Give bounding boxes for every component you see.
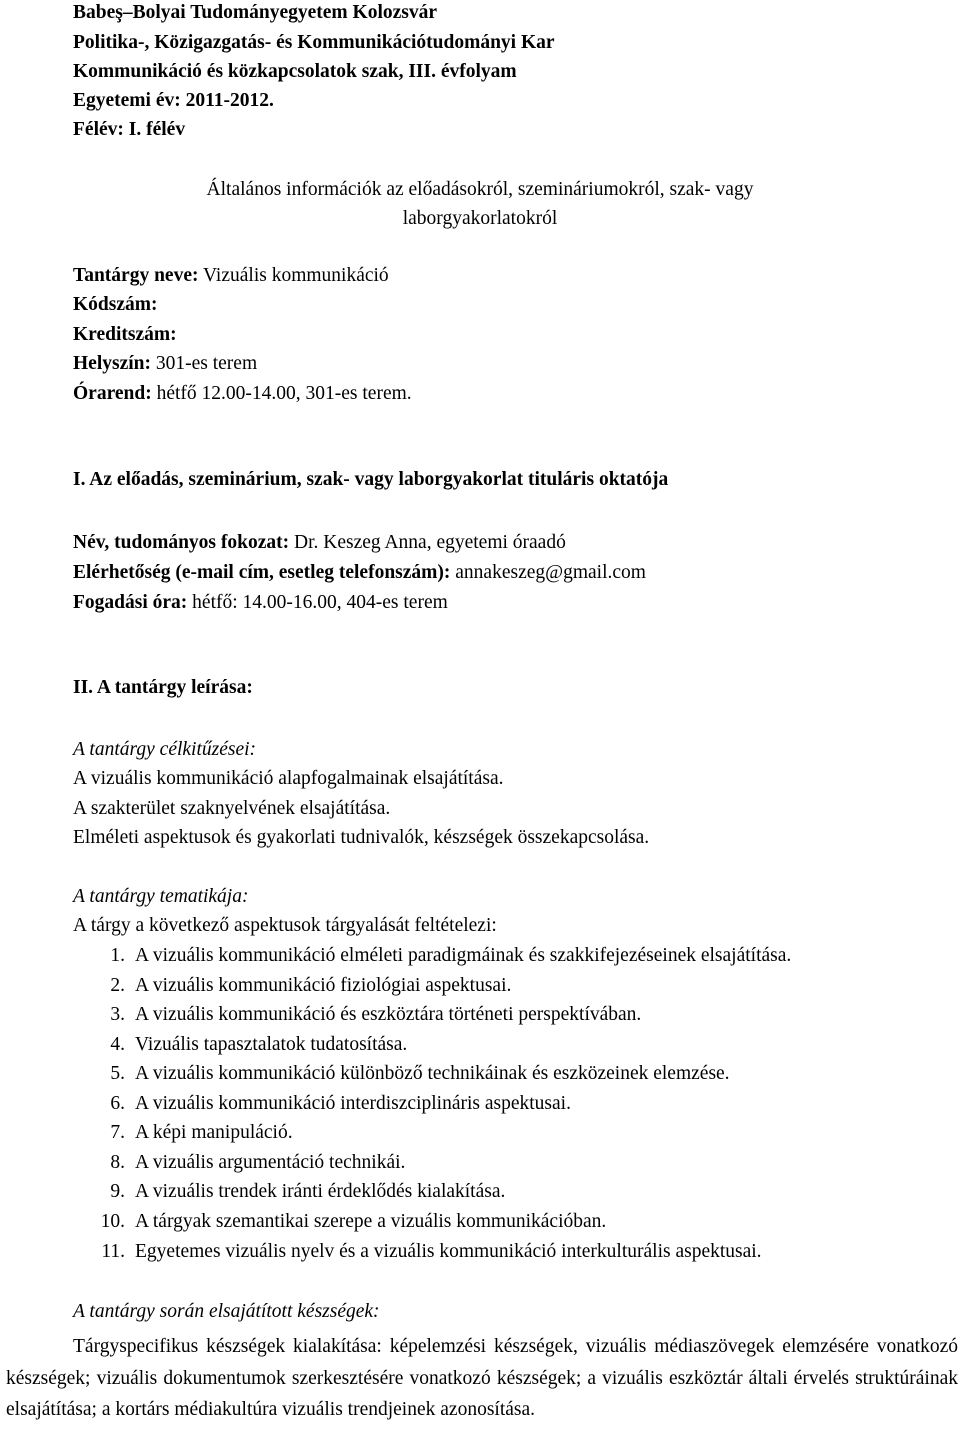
instructor-label: Név, tudományos fokozat: <box>73 532 290 553</box>
course-name-value: Vizuális kommunikáció <box>198 265 389 286</box>
university-name: Babeş–Bolyai Tudományegyetem Kolozsvár <box>73 2 438 23</box>
page-title-line1: Általános információk az előadásokról, szemináriumokról, szak- vagy <box>206 179 754 200</box>
goal-item: A vizuális kommunikáció alapfogalmainak elsajátítása. <box>73 768 504 789</box>
topic-item: 9. A vizuális trendek iránti érdeklődés kialakítása. <box>110 1181 506 1202</box>
course-name-label: Tantárgy neve: <box>73 265 199 286</box>
topic-item: 3. A vizuális kommunikáció és eszköztára történeti perspektívában. <box>110 1004 642 1025</box>
instructor-row <box>73 531 566 555</box>
topics-intro: A tárgy a következő aspektusok tárgyalását feltételezi: <box>73 915 497 936</box>
schedule-value: hétfő 12.00-14.00, 301-es terem. <box>151 383 412 404</box>
skills-paragraph <box>6 1331 958 1426</box>
academic-year: Egyetemi év: 2011-2012. <box>73 90 274 111</box>
topic-item: 6. A vizuális kommunikáció interdiszciplináris aspektusai. <box>110 1093 571 1114</box>
topic-item: 8. A vizuális argumentáció technikái. <box>110 1152 406 1173</box>
topic-item: 10. A tárgyak szemantikai szerepe a vizuális kommunikációban. <box>100 1211 607 1232</box>
section2-heading: II. A tantárgy leírása: <box>73 677 253 698</box>
office-hours-value: hétfő: 14.00-16.00, 404-es terem <box>187 592 448 613</box>
topic-item: 4. Vizuális tapasztalatok tudatosítása. <box>110 1034 408 1055</box>
contact-row <box>73 561 646 585</box>
course-name-row <box>73 264 389 288</box>
goal-item: Elméleti aspektusok és gyakorlati tudnivalók, készségek összekapcsolása. <box>73 827 650 848</box>
goal-item: A szakterület szaknyelvének elsajátítása. <box>73 798 391 819</box>
skills-title: A tantárgy során elsajátított készségek: <box>73 1301 380 1322</box>
location-value: 301-es terem <box>151 353 258 374</box>
office-hours-row <box>73 591 448 615</box>
topic-item: 7. A képi manipuláció. <box>110 1122 293 1143</box>
goals-title: A tantárgy célkitűzései: <box>73 739 257 760</box>
instructor-value: Dr. Keszeg Anna, egyetemi óraadó <box>289 532 566 553</box>
topic-item: 11. Egyetemes vizuális nyelv és a vizuális kommunikáció interkulturális aspektusai. <box>101 1241 762 1262</box>
topic-item: 1. A vizuális kommunikáció elméleti paradigmáinak és szakkifejezéseinek elsajátítása. <box>110 945 792 966</box>
course-code-label: Kódszám: <box>73 294 158 315</box>
topics-title: A tantárgy tematikája: <box>73 886 249 907</box>
contact-label: Elérhetőség (e-mail cím, esetleg telefonszám): <box>73 562 451 583</box>
topic-item: 5. A vizuális kommunikáció különböző technikáinak és eszközeinek elemzése. <box>110 1063 730 1084</box>
location-row <box>73 352 257 376</box>
section1-heading: I. Az előadás, szeminárium, szak- vagy laborgyakorlat tituláris oktatója <box>73 469 669 490</box>
program-name: Kommunikáció és közkapcsolatok szak, III. évfolyam <box>73 61 517 82</box>
semester: Félév: I. félév <box>73 119 186 140</box>
skills-text: Tárgyspecifikus készségek kialakítása: képelemzési készségek, vizuális médiaszövegek elemzésére vonatkozó készségek; vizuális dokumentumok szerkesztésére vonatkozó készségek; a vizuális eszköztár általi érvelés struktúráinak elsajátítása; a kortárs médiakultúra vizuális trendjeinek azonosítása. <box>6 1336 958 1420</box>
contact-value: annakeszeg@gmail.com <box>450 562 646 583</box>
office-hours-label: Fogadási óra: <box>73 592 188 613</box>
faculty-name: Politika-, Közigazgatás- és Kommunikációtudományi Kar <box>73 32 555 53</box>
schedule-label: Órarend: <box>73 383 152 404</box>
schedule-row <box>73 382 412 406</box>
topic-item: 2. A vizuális kommunikáció fiziológiai aspektusai. <box>110 975 512 996</box>
location-label: Helyszín: <box>73 353 151 374</box>
page-title-line2: laborgyakorlatokról <box>402 208 558 229</box>
credit-label: Kreditszám: <box>73 324 177 345</box>
